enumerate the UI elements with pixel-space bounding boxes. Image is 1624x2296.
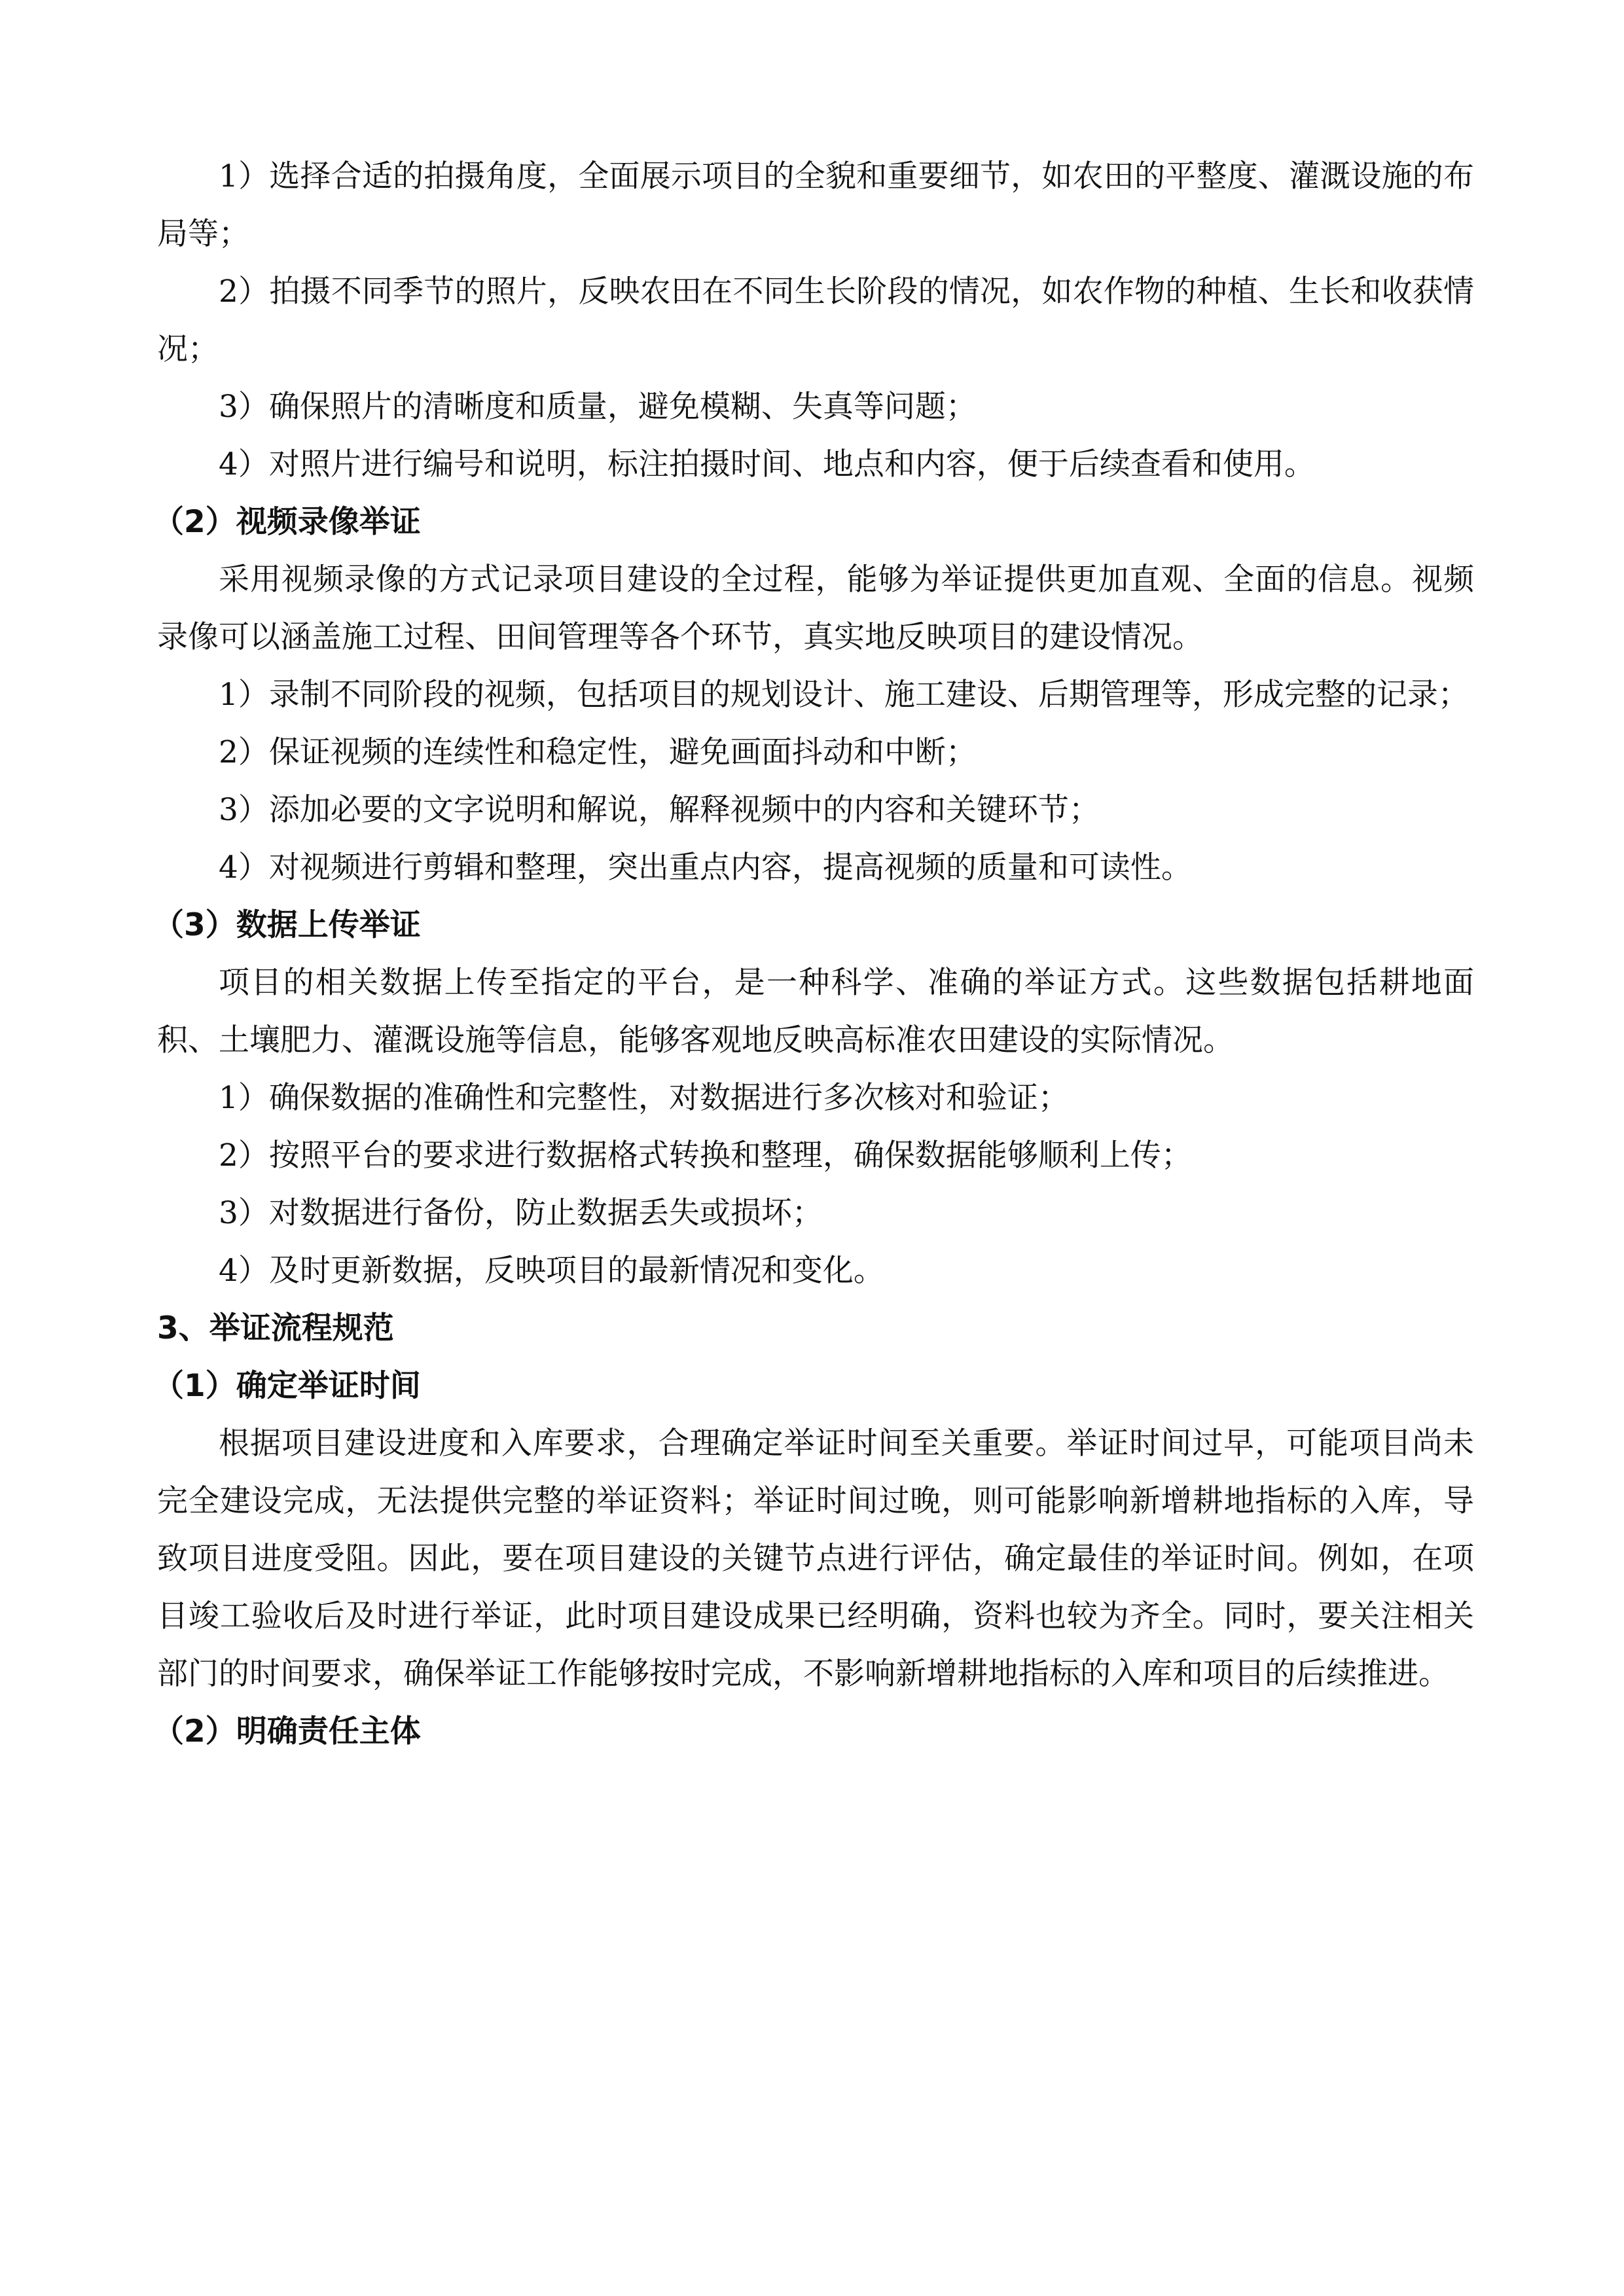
paragraph: 1）录制不同阶段的视频，包括项目的规划设计、施工建设、后期管理等，形成完整的记录； — [219, 677, 1469, 713]
paragraph: 4）及时更新数据，反映项目的最新情况和变化。 — [219, 1253, 884, 1289]
paragraph: 2）拍摄不同季节的照片，反映农田在不同生长阶段的情况，如农作物的种植、生长和收获情况； — [157, 274, 1474, 367]
paragraph: 1）选择合适的拍摄角度，全面展示项目的全貌和重要细节，如农田的平整度、灌溉设施的布局等； — [157, 158, 1474, 252]
paragraph: 4）对视频进行剪辑和整理，突出重点内容，提高视频的质量和可读性。 — [219, 850, 1192, 886]
paragraph: 3）确保照片的清晰度和质量，避免模糊、失真等问题； — [219, 389, 977, 425]
document-body — [153, 148, 1474, 1761]
paragraph: 2）保证视频的连续性和稳定性，避免画面抖动和中断； — [219, 734, 977, 770]
section-heading: （2）视频录像举证 — [153, 504, 421, 540]
paragraph: 3）添加必要的文字说明和解说，解释视频中的内容和关键环节； — [219, 792, 1100, 828]
paragraph: 1）确保数据的准确性和完整性，对数据进行多次核对和验证； — [219, 1080, 1069, 1116]
paragraph: 根据项目建设进度和入库要求，合理确定举证时间至关重要。举证时间过早，可能项目尚未完全建设完成，无法提供完整的举证资料；举证时间过晚，则可能影响新增耕地指标的入库，导致项目进度受阻。因此，要在项目建设的关键节点进行评估，确定最佳的举证时间。例如，在项目竣工验收后及时进行举证，此时项目建设成果已经明确，资料也较为齐全。同时，要关注相关部门的时间要求，确保举证工作能够按时完成，不影响新增耕地指标的入库和项目的后续推进。 — [157, 1426, 1474, 1692]
section-heading: （3）数据上传举证 — [153, 907, 421, 943]
chapter-heading: 3、举证流程规范 — [157, 1310, 394, 1346]
section-heading: （2）明确责任主体 — [153, 1713, 421, 1749]
paragraph: 项目的相关数据上传至指定的平台，是一种科学、准确的举证方式。这些数据包括耕地面积、土壤肥力、灌溉设施等信息，能够客观地反映高标准农田建设的实际情况。 — [157, 965, 1474, 1058]
paragraph: 4）对照片进行编号和说明，标注拍摄时间、地点和内容，便于后续查看和使用。 — [219, 446, 1315, 482]
paragraph: 3）对数据进行备份，防止数据丢失或损坏； — [219, 1195, 823, 1231]
section-heading: （1）确定举证时间 — [153, 1368, 421, 1404]
paragraph: 采用视频录像的方式记录项目建设的全过程，能够为举证提供更加直观、全面的信息。视频录像可以涵盖施工过程、田间管理等各个环节，真实地反映项目的建设情况。 — [157, 562, 1474, 655]
paragraph: 2）按照平台的要求进行数据格式转换和整理，确保数据能够顺利上传； — [219, 1138, 1192, 1174]
